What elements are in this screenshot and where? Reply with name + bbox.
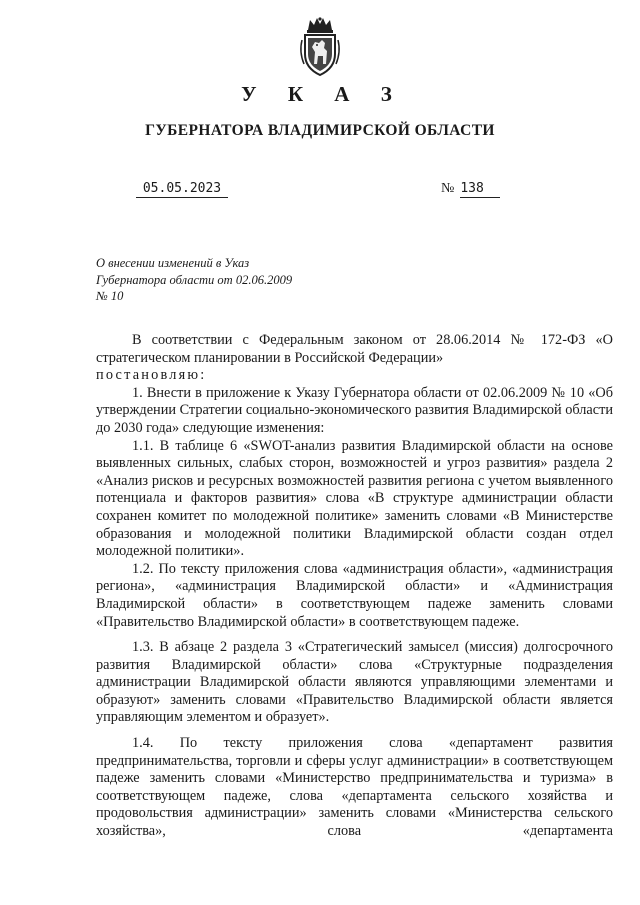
decree-number: 138 bbox=[460, 181, 500, 198]
preamble-paragraph: В соответствии с Федеральным законом от 28.06.2014 № 172-ФЗ «О стратегическом планировании в Российской Федерации» bbox=[96, 332, 613, 366]
subject-line: О внесении изменений в Указ bbox=[96, 256, 250, 270]
decree-subject bbox=[96, 255, 356, 305]
document-subtitle: ГУБЕРНАТОРА ВЛАДИМИРСКОЙ ОБЛАСТИ bbox=[145, 122, 495, 139]
decree-body bbox=[96, 332, 613, 841]
number-sign: № bbox=[441, 181, 455, 196]
paragraph-1-3: 1.3. В абзаце 2 раздела 3 «Стратегический замысел (миссия) долгосрочного развития Владимирской области» слова «Структурные подразделения администрации Владимирской области являются управляющими элементами и образуют» заменить словами «Правительство Владимирской области является управляющим элементом и образует». bbox=[96, 639, 613, 726]
paragraph-1-4: 1.4. По тексту приложения слова «департамент развития предпринимательства, торговли и сферы услуг администрации» в соответствующем падеже заменить словами «Министерство предпринимательства и туризма» в соответствующем падеже, слова «департамента сельского хозяйства и продовольствия администрации» заменить словами «Министерства сельского хозяйства», слова «департамента bbox=[96, 735, 613, 840]
decree-word: постановляю: bbox=[96, 367, 207, 384]
subject-line: № 10 bbox=[96, 289, 124, 303]
subject-line: Губернатора области от 02.06.2009 bbox=[96, 272, 293, 287]
paragraph-1-2: 1.2. По тексту приложения слова «администрация области», «администрация региона», «администрация Владимирской области» и «Администрация Владимирской области» в соответствующем падеже заменить словами «Правительство Владимирской области» в соответствующем падеже. bbox=[96, 560, 613, 630]
coat-of-arms-icon bbox=[296, 16, 344, 78]
paragraph-1-1: 1.1. В таблице 6 «SWOT-анализ развития Владимирской области на основе выявленных сильных, слабых сторон, возможностей и угроз развития» раздела 2 «Анализ рисков и ресурсных возможностей развития региона с учетом выявленного потенциала и факторов развития» слова «В структуре администрации области сохранен комитет по молодежной политике» заменить словами «В Министерстве образования и молодежной политики Владимирской области создан отдел молодежной политики». bbox=[96, 437, 613, 560]
decree-number-line bbox=[441, 181, 500, 198]
document-title: У К А З bbox=[241, 82, 405, 106]
paragraph-1: 1. Внести в приложение к Указу Губернатора области от 02.06.2009 № 10 «Об утверждении Стратегии социально-экономического развития Владимирской области до 2030 года» следующие изменения: bbox=[96, 384, 613, 436]
decree-date: 05.05.2023 bbox=[136, 181, 228, 198]
